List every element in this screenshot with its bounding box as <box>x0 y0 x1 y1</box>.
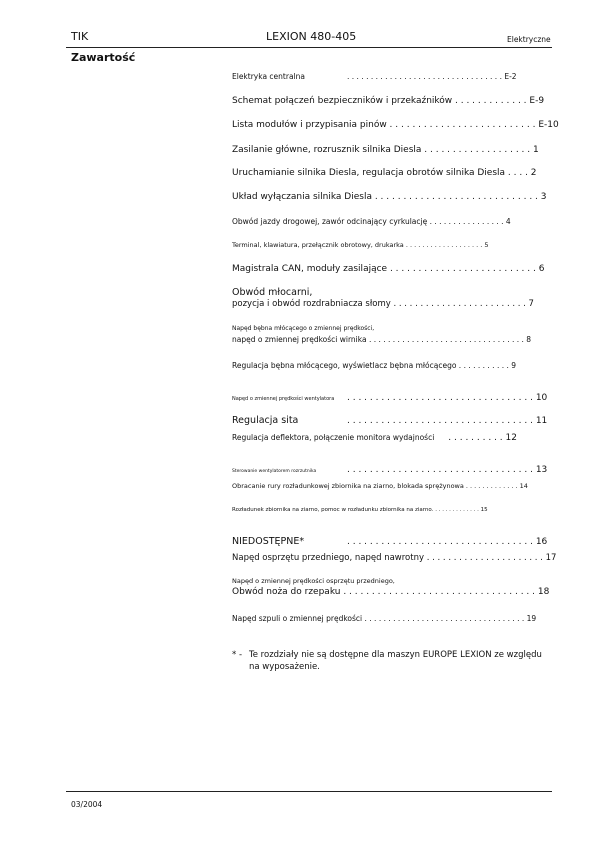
toc-entry <box>232 482 552 490</box>
toc-entry-title: NIEDOSTĘPNE* <box>232 536 305 547</box>
header-left-label: TIK <box>71 30 89 43</box>
toc-entry <box>232 168 552 179</box>
toc-entry-page: . . . . . . . . . . . . . . . . . . . . . . . . . . . . . . . . . E-2 <box>347 72 517 81</box>
toc-entry-title: Lista modułów i przypisania pinów . . . . . . . . . . . . . . . . . . . . . . . . . . E-10 <box>232 120 559 130</box>
toc-entry <box>232 361 552 370</box>
toc-entry-title: Napęd o zmiennej prędkości wentylatora <box>232 396 335 402</box>
toc-entry-title: Rozładunek zbiornika na ziarno, pomoc w rozładunku zbiornika na ziarno. . . . . . . . . . . . . . 15 <box>232 507 488 513</box>
toc-entry-title: Obwód noża do rzepaku . . . . . . . . . . . . . . . . . . . . . . . . . . . . . . . . . . 18 <box>232 587 550 598</box>
toc-entry-title: Sterowanie wentylatorem rozrzutnika <box>232 469 317 474</box>
toc-entry-title: Terminal, klawiatura, przełącznik obrotowy, drukarka . . . . . . . . . . . . . . . . . . . 5 <box>232 241 489 249</box>
toc-entry <box>232 614 552 623</box>
toc-entry-page: . . . . . . . . . . . . . . . . . . . . . . . . . . . . . . . . . 16 <box>347 537 548 547</box>
toc-entry-title: napęd o zmiennej prędkości wirnika . . . . . . . . . . . . . . . . . . . . . . . . . . . . . . . . . 8 <box>232 334 532 344</box>
toc-entry-title: Układ wyłączania silnika Diesla . . . . . . . . . . . . . . . . . . . . . . . . . . . . . 3 <box>232 192 547 202</box>
toc-entry <box>232 72 552 81</box>
toc-entry-lead: Obwód młocarni, <box>232 287 313 298</box>
toc-entry-page: . . . . . . . . . . . . . . . . . . . . . . . . . . . . . . . . . 10 <box>347 393 548 403</box>
header-section-label: Elektryczne <box>507 35 551 44</box>
toc-entry <box>232 217 552 226</box>
toc-entry-title: Elektryka centralna <box>232 72 305 81</box>
toc-entry <box>232 529 552 549</box>
toc-entry-page: . . . . . . . . . . 12 <box>448 433 517 443</box>
toc-entry <box>232 385 552 405</box>
toc-entry <box>232 507 552 514</box>
footer-divider <box>66 791 552 792</box>
toc-entry-page: . . . . . . . . . . . . . . . . . . . . . . . . . . . . . . . . . 13 <box>347 465 548 475</box>
toc-entry-lead: Napęd o zmiennej prędkości osprzętu przedniego, <box>232 577 395 585</box>
toc-entry-page: . . . . . . . . . . . . . . . . . . . . . . . . . . . . . . . . . 11 <box>347 416 548 426</box>
toc-entry <box>232 325 552 344</box>
toc-entry-title: Napęd szpuli o zmiennej prędkości . . . . . . . . . . . . . . . . . . . . . . . . . . . . . . . . . . 19 <box>232 614 537 623</box>
toc-entry-title: Regulacja bębna młócącego, wyświetlacz bębna młócącego . . . . . . . . . . . 9 <box>232 361 517 370</box>
footer-date: 03/2004 <box>71 800 103 809</box>
toc-entry <box>232 145 552 156</box>
footnote-line-2: na wyposażenie. <box>249 662 320 672</box>
toc-entry-lead: Napęd bębna młócącego o zmiennej prędkości, <box>232 325 375 332</box>
toc-entry <box>232 241 552 249</box>
toc-entry-title: Schemat połączeń bezpieczników i przekaźników . . . . . . . . . . . . . E-9 <box>232 96 545 106</box>
toc-entry <box>232 457 552 477</box>
toc-entry-title: Uruchamianie silnika Diesla, regulacja obrotów silnika Diesla . . . . 2 <box>232 168 537 178</box>
toc-entry <box>232 553 557 564</box>
toc-entry-title: Zasilanie główne, rozrusznik silnika Diesla . . . . . . . . . . . . . . . . . . . 1 <box>232 145 539 155</box>
toc-entry <box>232 408 552 428</box>
toc-entry-title: pozycja i obwód rozdrabniacza słomy . . . . . . . . . . . . . . . . . . . . . . . . . 7 <box>232 298 534 309</box>
toc-entry-title: Napęd osprzętu przedniego, napęd nawrotny . . . . . . . . . . . . . . . . . . . . . . 17 <box>232 553 557 563</box>
header-document-title: LEXION 480-405 <box>266 30 357 43</box>
toc-entry-title: Magistrala CAN, moduły zasilające . . . . . . . . . . . . . . . . . . . . . . . . . . 6 <box>232 264 545 274</box>
toc-entry-title: Obwód jazdy drogowej, zawór odcinający cyrkulację . . . . . . . . . . . . . . . . 4 <box>232 217 511 226</box>
footnote-mark: * - <box>232 650 243 660</box>
section-title: Zawartość <box>71 51 136 64</box>
toc-entry-title: Obracanie rury rozładunkowej zbiornika na ziarno, blokada sprężynowa . . . . . . . . . . . . . 14 <box>232 482 528 490</box>
toc-entry <box>232 96 552 107</box>
header-divider <box>66 47 552 48</box>
toc-entry <box>232 120 559 131</box>
footnote <box>232 649 552 673</box>
toc-entry-title: Regulacja deflektora, połączenie monitora wydajności <box>232 433 435 442</box>
footnote-line-1: Te rozdziały nie są dostępne dla maszyn EUROPE LEXION ze względu <box>249 650 542 660</box>
toc-entry <box>232 192 552 203</box>
toc-entry <box>232 287 552 310</box>
toc-entry <box>232 433 552 444</box>
toc-entry-title: Regulacja sita <box>232 415 299 426</box>
toc-entry <box>232 577 552 598</box>
toc-entry <box>232 264 552 275</box>
